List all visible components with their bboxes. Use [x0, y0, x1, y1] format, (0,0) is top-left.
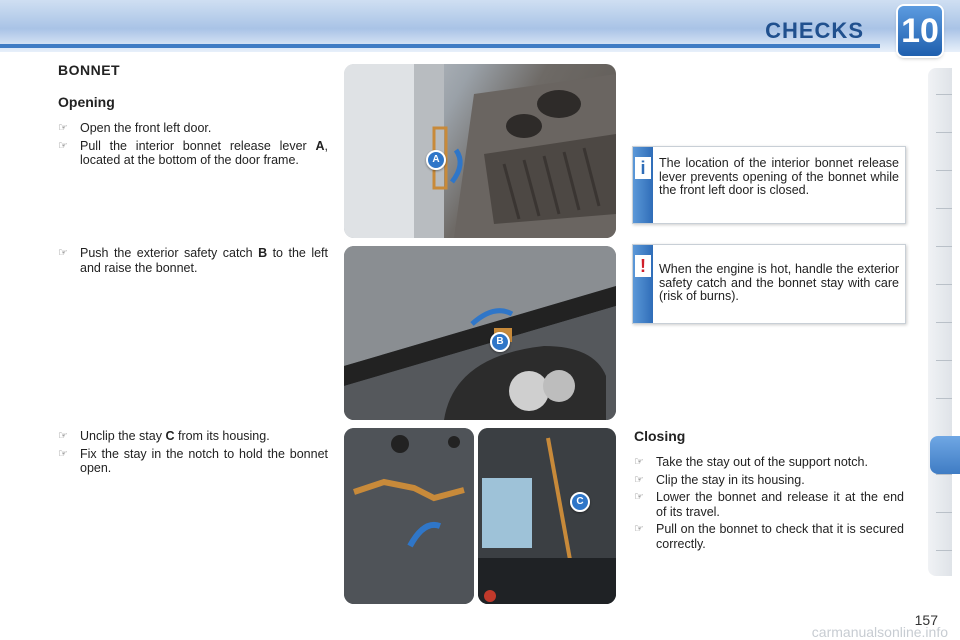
- safety-catch-illustration: [344, 246, 616, 420]
- chapter-tab[interactable]: [936, 284, 952, 285]
- release-lever-illustration: [344, 64, 616, 238]
- chapter-tabs: [928, 68, 952, 576]
- chapter-tab[interactable]: [936, 208, 952, 209]
- list-item: ☞ Push the exterior safety catch B to the left and raise the bonnet.: [58, 246, 328, 275]
- stay-housing-photo: [344, 428, 474, 604]
- warning-note: [632, 244, 906, 324]
- pointing-hand-icon: ☞: [634, 523, 644, 535]
- chapter-tab[interactable]: [936, 170, 952, 171]
- note-strip: [633, 245, 653, 323]
- list-item: ☞ Pull on the bonnet to check that it is secured correctly.: [634, 522, 904, 551]
- list-item: ☞ Unclip the stay C from its housing.: [58, 429, 270, 443]
- chapter-tab[interactable]: [936, 360, 952, 361]
- stay-open-photo: [478, 428, 616, 604]
- list-item: ☞ Lower the bonnet and release it at the end of its travel.: [634, 490, 904, 519]
- release-lever-photo: [344, 64, 616, 238]
- marker-c: C: [570, 492, 590, 512]
- closing-steps: [634, 455, 904, 554]
- active-chapter-tab[interactable]: [930, 436, 960, 474]
- opening-steps-3: [58, 429, 328, 479]
- info-note-text: The location of the interior bonnet release lever prevents opening of the bonnet while the front left door is closed.: [659, 156, 899, 197]
- note-strip: [633, 147, 653, 223]
- warning-icon: !: [635, 255, 651, 277]
- marker-a: A: [426, 150, 446, 170]
- marker-b: B: [490, 332, 510, 352]
- pointing-hand-icon: ☞: [634, 456, 644, 468]
- warning-note-text: When the engine is hot, handle the exterior safety catch and the bonnet stay with care (risk of burns).: [659, 262, 899, 303]
- section-title: CHECKS: [765, 18, 864, 43]
- pointing-hand-icon: ☞: [58, 447, 68, 460]
- page-heading: BONNET: [58, 62, 121, 78]
- pointing-hand-icon: ☞: [58, 430, 68, 442]
- pointing-hand-icon: ☞: [58, 247, 68, 259]
- pointing-hand-icon: ☞: [58, 122, 68, 134]
- chapter-tab[interactable]: [936, 398, 952, 399]
- pointing-hand-icon: ☞: [58, 139, 68, 152]
- info-note: [632, 146, 906, 224]
- chapter-badge: 10: [898, 6, 942, 56]
- list-item: ☞ Clip the stay in its housing.: [634, 472, 805, 487]
- safety-catch-photo: [344, 246, 616, 420]
- chapter-tab[interactable]: [936, 94, 952, 95]
- closing-title: Closing: [634, 428, 686, 444]
- chapter-tab[interactable]: [936, 246, 952, 247]
- list-item: ☞ Fix the stay in the notch to hold the bonnet open.: [58, 446, 328, 475]
- info-icon: i: [635, 157, 651, 179]
- list-item: ☞ Take the stay out of the support notch.: [634, 455, 868, 469]
- chapter-tab[interactable]: [936, 322, 952, 323]
- stay-open-illustration: [478, 428, 616, 604]
- chapter-tab[interactable]: [936, 512, 952, 513]
- footer-watermark[interactable]: carmanualsonline.info: [811, 624, 948, 640]
- chapter-tab[interactable]: [936, 474, 952, 475]
- pointing-hand-icon: ☞: [634, 473, 644, 486]
- opening-title: Opening: [58, 94, 115, 110]
- header-rule: [0, 44, 880, 48]
- page-number: 157: [914, 612, 938, 628]
- chapter-tab[interactable]: [936, 132, 952, 133]
- stay-housing-illustration: [344, 428, 474, 604]
- chapter-tab[interactable]: [936, 550, 952, 551]
- opening-steps-1: [58, 121, 328, 171]
- list-item: ☞ Pull the interior bonnet release lever A, located at the bottom of the door frame.: [58, 138, 328, 167]
- opening-steps-2: [58, 246, 328, 278]
- pointing-hand-icon: ☞: [634, 491, 644, 503]
- list-item: ☞ Open the front left door.: [58, 121, 212, 135]
